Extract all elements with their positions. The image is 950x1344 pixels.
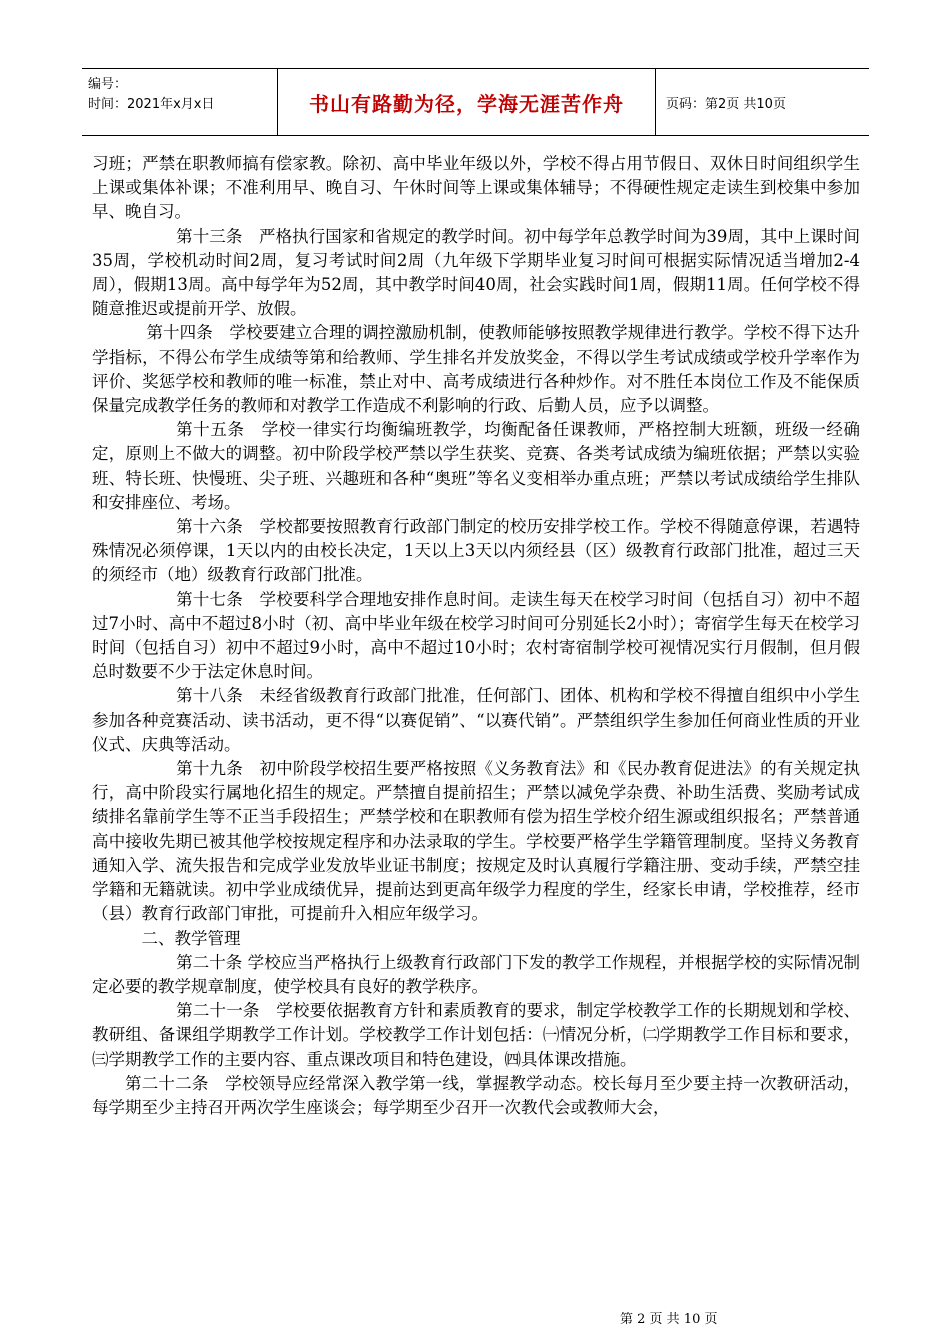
article-19: 第十九条 初中阶段学校招生要严格按照《义务教育法》和《民办教育促进法》的有关规定执行，高中阶段实行属地化招生的规定。严禁擅自提前招生；严禁以减免学杂费、补助生活费、奖励考试成绩排名靠前学生等不正当手段招生；严禁学校和在职教师有偿为招生学校介绍生源或组织报名；严禁普通高中接收先期已被其他学校按规定程序和办法录取的学生。学校要严格学生学籍管理制度。坚持义务教育通知入学、流失报告和完成学业发放毕业证书制度；按规定及时认真履行学籍注册、变动手续，严禁空挂学籍和无籍就读。初中学业成绩优异，提前达到更高年级学力程度的学生，经家长申请，学校推荐，经市（县）教育行政部门审批，可提前升入相应年级学习。 [92,759,860,924]
paragraph-continuation: 习班；严禁在职教师搞有偿家教。除初、高中毕业年级以外，学校不得占用节假日、双休日时间组织学生上课或集体补课；不准利用早、晚自习、午休时间等上课或集体辅导；不得硬性规定走读生到校集中参加早、晚自习。 [92,154,860,222]
article-20: 第二十条 学校应当严格执行上级教育行政部门下发的教学工作规程，并根据学校的实际情况制定必要的教学规章制度，使学校具有良好的教学秩序。 [92,952,860,996]
article-14: 第十四条 学校要建立合理的调控激励机制，使教师能够按照教学规律进行教学。学校不得下达升学指标，不得公布学生成绩等第和给教师、学生排名并发放奖金，不得以学生考试成绩或学校升学率作为评价、奖惩学校和教师的唯一标准，禁止对中、高考成绩进行各种炒作。对不胜任本岗位工作及不能保质保量完成教学任务的教师和对教学工作造成不利影响的行政、后勤人员，应予以调整。 [92,323,860,416]
header-page-info: 页码：第2页 共10页 [666,96,786,112]
document-body [92,152,860,1120]
article-17: 第十七条 学校要科学合理地安排作息时间。走读生每天在校学习时间（包括自习）初中不超过7小时、高中不超过8小时（初、高中毕业年级在校学习时间可分别延长2小时）；寄宿学生每天在校学习时间（包括自习）初中不超过9小时，高中不超过10小时；农村寄宿制学校可视情况实行月假制，但月假总时数要不少于法定休息时间。 [92,589,860,682]
article-16: 第十六条 学校都要按照教育行政部门制定的校历安排学校工作。学校不得随意停课，若遇特殊情况必须停课，1天以内的由校长决定，1天以上3天以内须经县（区）级教育行政部门批准，超过三天的须经市（地）级教育行政部门批准。 [92,517,860,585]
section-heading-teaching-management: 二、教学管理 [141,928,241,948]
document-number-label: 编号： [88,77,128,92]
document-time-label: 时间：2021年x月x日 [88,97,215,112]
article-18: 第十八条 未经省级教育行政部门批准，任何部门、团体、机构和学校不得擅自组织中小学生参加各种竞赛活动、读书活动，更不得“以赛促销”、“以赛代销”。严禁组织学生参加任何商业性质的开业仪式、庆典等活动。 [92,686,860,754]
article-13: 第十三条 严格执行国家和省规定的教学时间。初中每学年总教学时间为39周，其中上课时间35周，学校机动时间2周，复习考试时间2周（九年级下学期毕业复习时间可根据实际情况适当增加2-4周），假期13周。高中每学年为52周，其中教学时间40周，社会实践时间1周，假期11周。任何学校不得随意推迟或提前开学、放假。 [92,226,860,319]
article-15: 第十五条 学校一律实行均衡编班教学，均衡配备任课教师，严格控制大班额，班级一经确定，原则上不做大的调整。初中阶段学校严禁以学生获奖、竞赛、各类考试成绩为编班依据；严禁以实验班、特长班、快慢班、尖子班、兴趣班和各种“奥班”等名义变相举办重点班；严禁以考试成绩给学生排队和安排座位、考场。 [92,420,860,512]
article-22: 第二十二条 学校领导应经常深入教学第一线，掌握教学动态。校长每月至少要主持一次教研活动，每学期至少主持召开两次学生座谈会；每学期至少召开一次教代会或教师大会， [92,1073,860,1117]
page-header [82,68,869,136]
page-footer: 第 2 页 共 10 页 [620,1312,718,1327]
header-meta [82,69,278,135]
article-21: 第二十一条 学校要依据教育方针和素质教育的要求，制定学校教学工作的长期规划和学校、教研组、备课组学期教学工作计划。学校教学工作计划包括：㈠情况分析，㈡学期教学工作目标和要求，㈢学期教学工作的主要内容、重点课改项目和特色建设，㈣具体课改措施。 [92,1001,860,1069]
header-motto: 书山有路勤为径，学海无涯苦作舟 [278,69,656,135]
